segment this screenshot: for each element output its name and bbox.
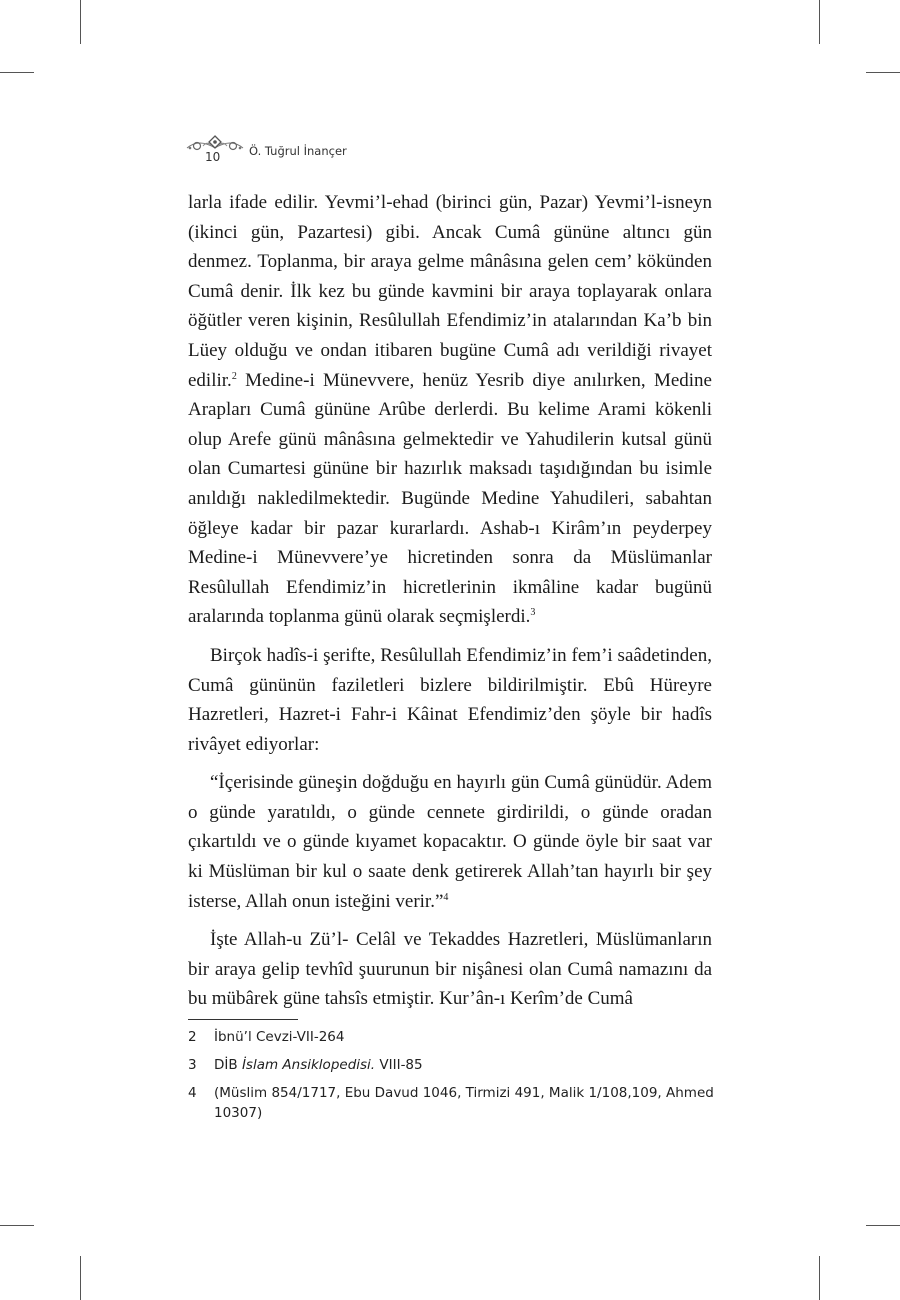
footnote-ref[interactable]: 4 xyxy=(443,891,449,903)
body-text xyxy=(188,188,712,1023)
crop-mark xyxy=(0,1225,34,1226)
crop-mark xyxy=(819,1256,820,1300)
running-head xyxy=(185,132,485,168)
footnote-number: 3 xyxy=(188,1057,197,1073)
footnote xyxy=(188,1055,718,1075)
page-number: 10 xyxy=(205,150,221,164)
crop-mark xyxy=(866,72,900,73)
footnote xyxy=(188,1027,718,1047)
crop-mark xyxy=(819,0,820,44)
running-head-author: Ö. Tuğrul İnançer xyxy=(249,144,347,158)
footnote-text: (Müslim 854/1717, Ebu Davud 1046, Tirmizi 491, Malik 1/108,109, Ahmed 10307) xyxy=(214,1085,714,1121)
footnote-ref[interactable]: 2 xyxy=(231,370,237,382)
paragraph: Birçok hadîs-i şerifte, Resûlullah Efendimiz’in fem’i saâdetinden, Cumâ gününün faziletleri bizlere bildirilmiştir. Ebû Hüreyre Hazretleri, Hazret-i Fahr-i Kâinat Efendimiz’den şöyle bir hadîs rivâyet ediyorlar: xyxy=(188,644,712,755)
crop-mark xyxy=(80,0,81,44)
footnote-text: İbnü’l Cevzi-VII-264 xyxy=(214,1029,345,1045)
crop-mark xyxy=(0,72,34,73)
quote-paragraph xyxy=(188,768,712,916)
paragraph-text: Medine-i Münevvere, henüz Yesrib diye anılırken, Medine Arapları Cumâ gününe Arûbe derlerdi. Bu kelime Arami kökenli olup Arefe günü mânâsına gelmektedir ve Yahudilerin kutsal günü olan Cumartesi gününe bir hazırlık maksadı taşıdığından bu isimle anıldığı nakledilmektedir. Bugünde Medine Yahudileri, sabahtan öğleye kadar bir pazar kurarlardı. Ashab-ı Kirâm’ın peyderpey Medine-i Münevvere’ye hicretinden sonra da Müslümanlar Resûlullah Efendimiz’in hicretlerinin ikmâline kadar bugünü aralarında toplanma günü olarak seçmişlerdi. xyxy=(188,369,712,628)
crop-mark xyxy=(80,1256,81,1300)
paragraph xyxy=(188,188,712,632)
footnote-number: 4 xyxy=(188,1085,197,1101)
footnote-rule xyxy=(188,1019,298,1020)
crop-mark xyxy=(866,1225,900,1226)
paragraph-text: “İçerisinde güneşin doğduğu en hayırlı gün Cumâ günüdür. Adem o günde yaratıldı, o günde cennete girdirildi, o günde oradan çıkartıldı ve o günde kıyamet kopacaktır. O günde öyle bir saat var ki Müslüman bir kul o saate denk getirerek Allah’tan hayırlı bir şey isterse, Allah onun isteğini verir.” xyxy=(188,772,712,912)
footnote-ref[interactable]: 3 xyxy=(530,607,536,619)
footnote xyxy=(188,1083,718,1123)
footnote-title: İslam Ansiklopedisi. xyxy=(241,1057,376,1073)
footnote-text: VIII-85 xyxy=(375,1057,423,1073)
footnote-text: DİB xyxy=(214,1057,242,1073)
footnote-number: 2 xyxy=(188,1029,197,1045)
footnotes xyxy=(188,1027,718,1131)
paragraph-text: larla ifade edilir. Yevmi’l-ehad (birinci gün, Pazar) Yevmi’l-isneyn (ikinci gün, Pazartesi) gibi. Ancak Cumâ gününe altıncı gün denmez. Toplanma, bir araya gelme mânâsına gelen cem’ kökünden Cumâ denir. İlk kez bu günde kavmini bir araya toplayarak onlara öğütler veren kişinin, Resûlullah Efendimiz’in atalarından Ka’b bin Lüey olduğu ve ondan itibaren bugüne Cumâ adı verildiği rivayet edilir. xyxy=(188,192,712,391)
paragraph: İşte Allah-u Zü’l- Celâl ve Tekaddes Hazretleri, Müslümanların bir araya gelip tevhîd şuurunun bir nişânesi olan Cumâ namazını da bu mübârek güne tahsîs etmiştir. Kur’ân-ı Kerîm’de Cumâ xyxy=(188,929,712,1010)
